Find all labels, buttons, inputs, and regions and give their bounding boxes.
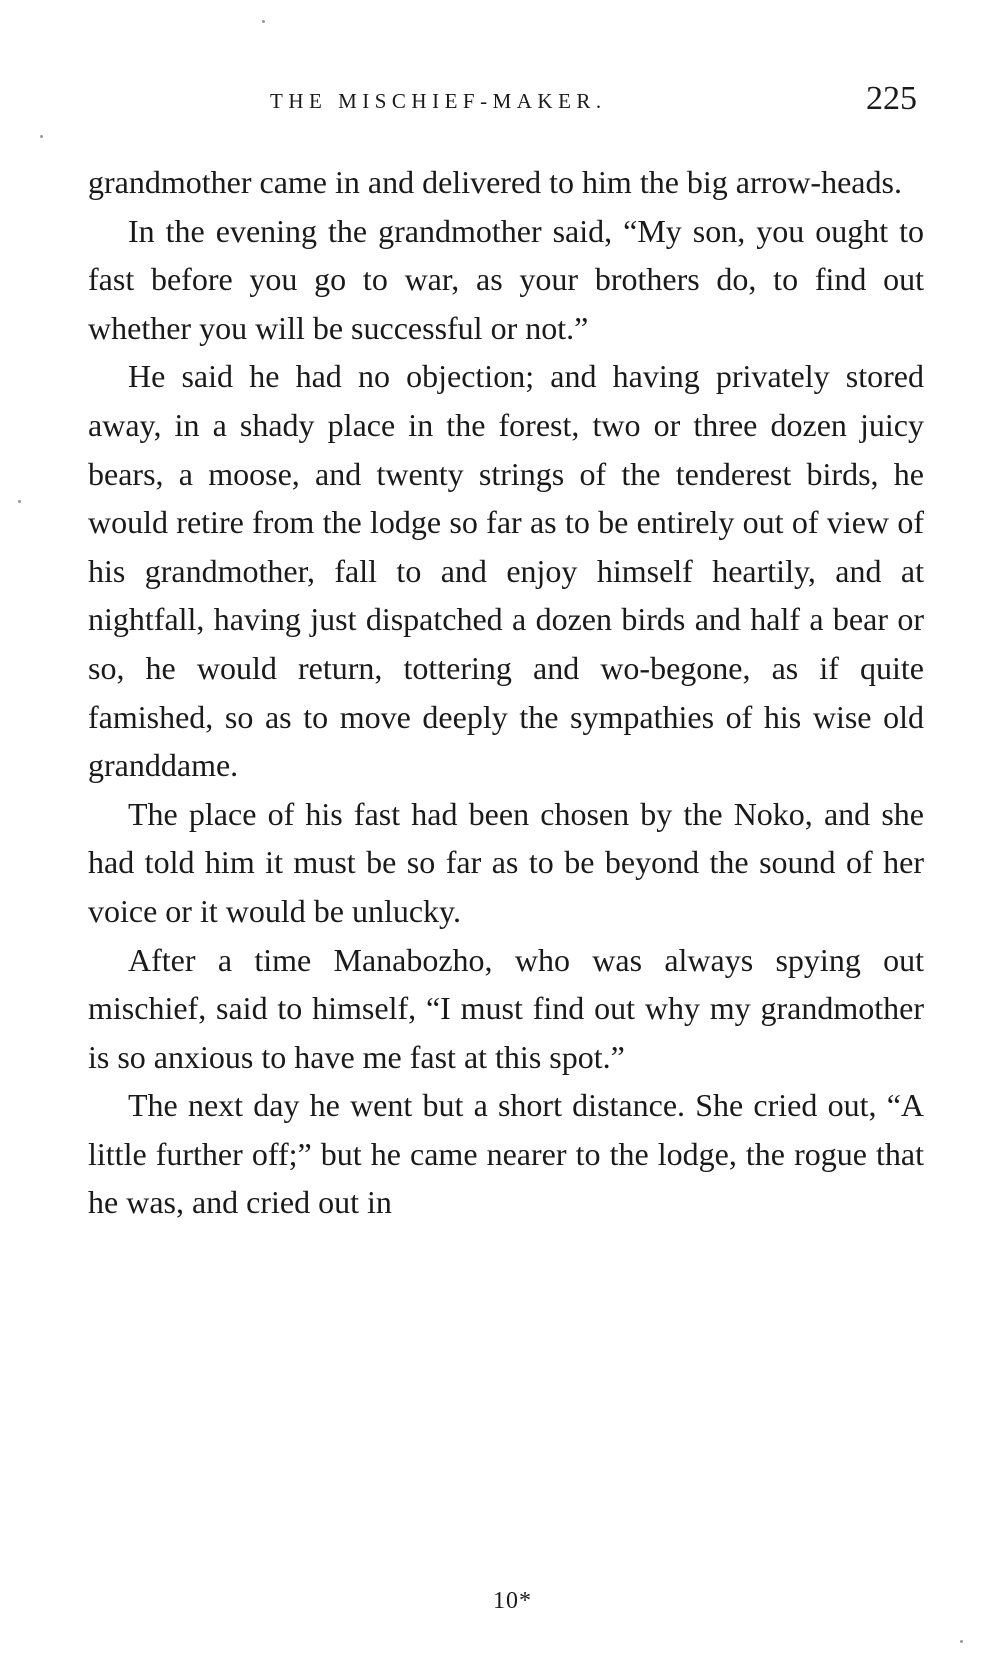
paragraph: After a time Manabozho, who was always spying out mischief, said to himself, “I must find out why my grandmother is so anxious to have me fast at this spot.”	[88, 941, 924, 1075]
paragraph: The next day he went but a short distance. She cried out, “A little further off;” but he came nearer to the lodge, the rogue that he was, and cried out in	[88, 1087, 924, 1221]
signature-mark: 10*	[493, 1588, 532, 1614]
paper-speck	[960, 1640, 963, 1643]
paragraph: The place of his fast had been chosen by the Noko, and she had told him it must be so far as to be beyond the sound of her voice or it would be unlucky.	[88, 795, 924, 929]
paper-speck	[262, 20, 265, 23]
page-number: 225	[866, 80, 917, 117]
body-text	[88, 158, 924, 1227]
paragraph: In the evening the grandmother said, “My son, you ought to fast before you go to war, as your brothers do, to find out whether you will be successful or not.”	[88, 212, 924, 346]
paper-speck	[40, 135, 43, 138]
paper-speck	[18, 500, 21, 503]
paragraph-continued: grandmother came in and delivered to him the big arrow-heads.	[88, 164, 902, 200]
running-head-title: THE MISCHIEF-MAKER.	[270, 89, 607, 113]
paragraph: He said he had no objection; and having privately stored away, in a shady place in the forest, two or three dozen juicy bears, a moose, and twenty strings of the tenderest birds, he would retire from the lodge so far as to be entirely out of view of his grandmother, fall to and enjoy himself heartily, and at nightfall, having just dispatched a dozen birds and half a bear or so, he would return, tottering and wo-begone, as if quite famished, so as to move deeply the sympathies of his wise old granddame.	[88, 358, 924, 784]
